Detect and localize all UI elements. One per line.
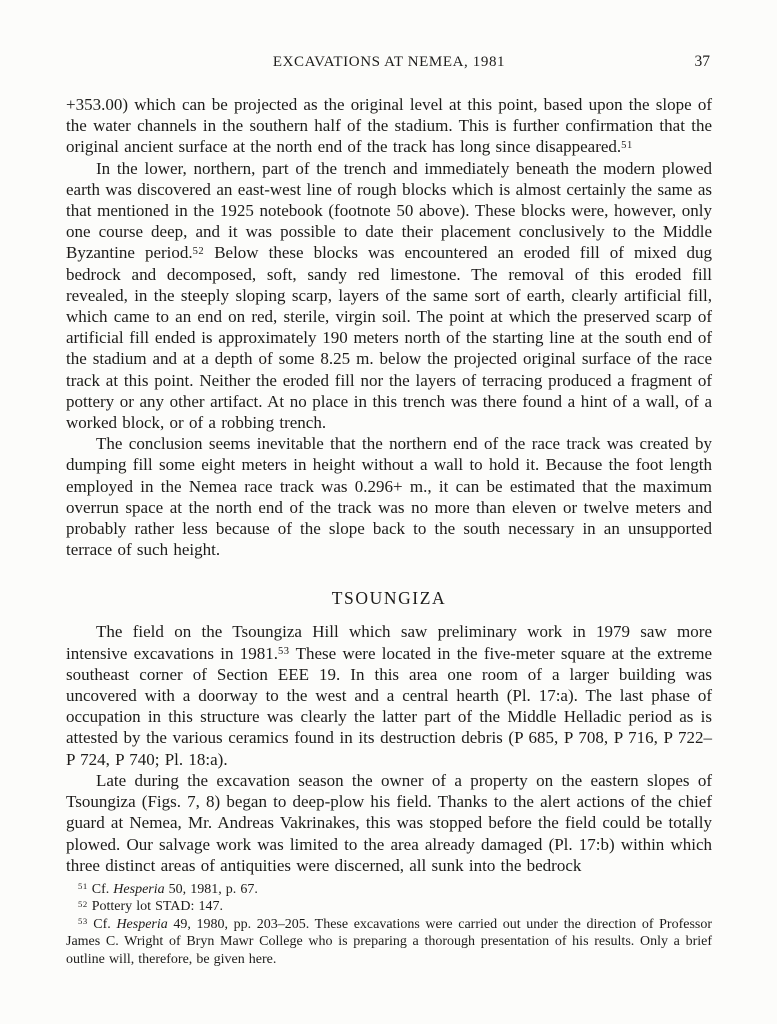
- section-heading: TSOUNGIZA: [331, 588, 447, 609]
- paragraph-continuation: +353.00) which can be projected as the original level at this point, based upon the slope of the water channels in the southern half of the stadium. This is further confirmation that the original ancient surface at the north end of the track has long since disappeared.$^{51}$: [66, 95, 712, 157]
- page-header: [66, 53, 712, 71]
- footnote: $^{52}$ Pottery lot STAD: 147.: [78, 898, 223, 915]
- footnotes: [66, 881, 712, 969]
- footnote: $^{53}$ Cf. Hesperia 49, 1980, pp. 203–205. These excavations were carried out under the direction of Professor James C. Wright of Bryn Mawr College who is preparing a thorough presentation of his results. Only a brief outline will, therefore, be given here.: [66, 916, 713, 967]
- paragraph: In the lower, northern, part of the trench and immediately beneath the modern plowed earth was discovered an east-west line of rough blocks which is almost certainly the same as that mentioned in the 1925 notebook (footnote 50 above). These blocks were, however, only one course deep, and it was possible to date their placement conclusively to the Middle Byzantine period.$^{52}$ Below these blocks was encountered an eroded fill of mixed dug bedrock and decomposed, soft, sandy red limestone. The removal of this eroded fill revealed, in the steeply sloping scarp, layers of the same sort of earth, clearly artificial fill, which came to an end on red, sterile, virgin soil. The point at which the preserved scarp of artificial fill ended is approximately 190 meters north of the starting line at the south end of the stadium and at a depth of some 8.25 m. below the projected original surface of the race track at this point. Neither the eroded fill nor the layers of terracing produced a fragment of pottery or any other artifact. At no place in this trench was there found a hint of a wall, of a worked block, or of a robbing trench.: [66, 158, 713, 433]
- footnote: $^{51}$ Cf. Hesperia 50, 1981, p. 67.: [78, 881, 258, 897]
- page-body: [66, 94, 712, 876]
- paragraph: Late during the excavation season the owner of a property on the eastern slopes of Tsoungiza (Figs. 7, 8) began to deep-plow his field. Thanks to the alert actions of the chief guard at Nemea, Mr. Andreas Vakrinakes, this was stopped before the field could be totally plowed. Our salvage work was limited to the area already damaged (Pl. 17:b) within which three distinct areas of antiquities were discerned, all sunk into the bedrock: [66, 770, 712, 875]
- paragraph: The field on the Tsoungiza Hill which saw preliminary work in 1979 saw more intensive excavations in 1981.53 These were located in the five-meter square at the extreme southeast corner of Section EEE 19. In this area one room of a larger building was uncovered with a doorway to the west and a central hearth (Pl. 17:a). The last phase of occupation in this structure was clearly the latter part of the Middle Helladic period as is attested by the various ceramics found in its destruction debris (P 685, P 708, P 716, P 722–P 724, P 740; Pl. 18:a).: [66, 622, 712, 769]
- page-number: 37: [694, 53, 710, 70]
- running-head: EXCAVATIONS AT NEMEA, 1981: [272, 54, 506, 70]
- paragraph: The conclusion seems inevitable that the northern end of the race track was created by dumping fill some eight meters in height without a wall to hold it. Because the foot length employed in the Nemea race track was 0.296+ m., it can be estimated that the maximum overrun space at the north end of the track was no more than eleven or twelve meters and probably rather less because of the slope back to the south necessary in an unsupported terrace of such height.: [66, 434, 712, 560]
